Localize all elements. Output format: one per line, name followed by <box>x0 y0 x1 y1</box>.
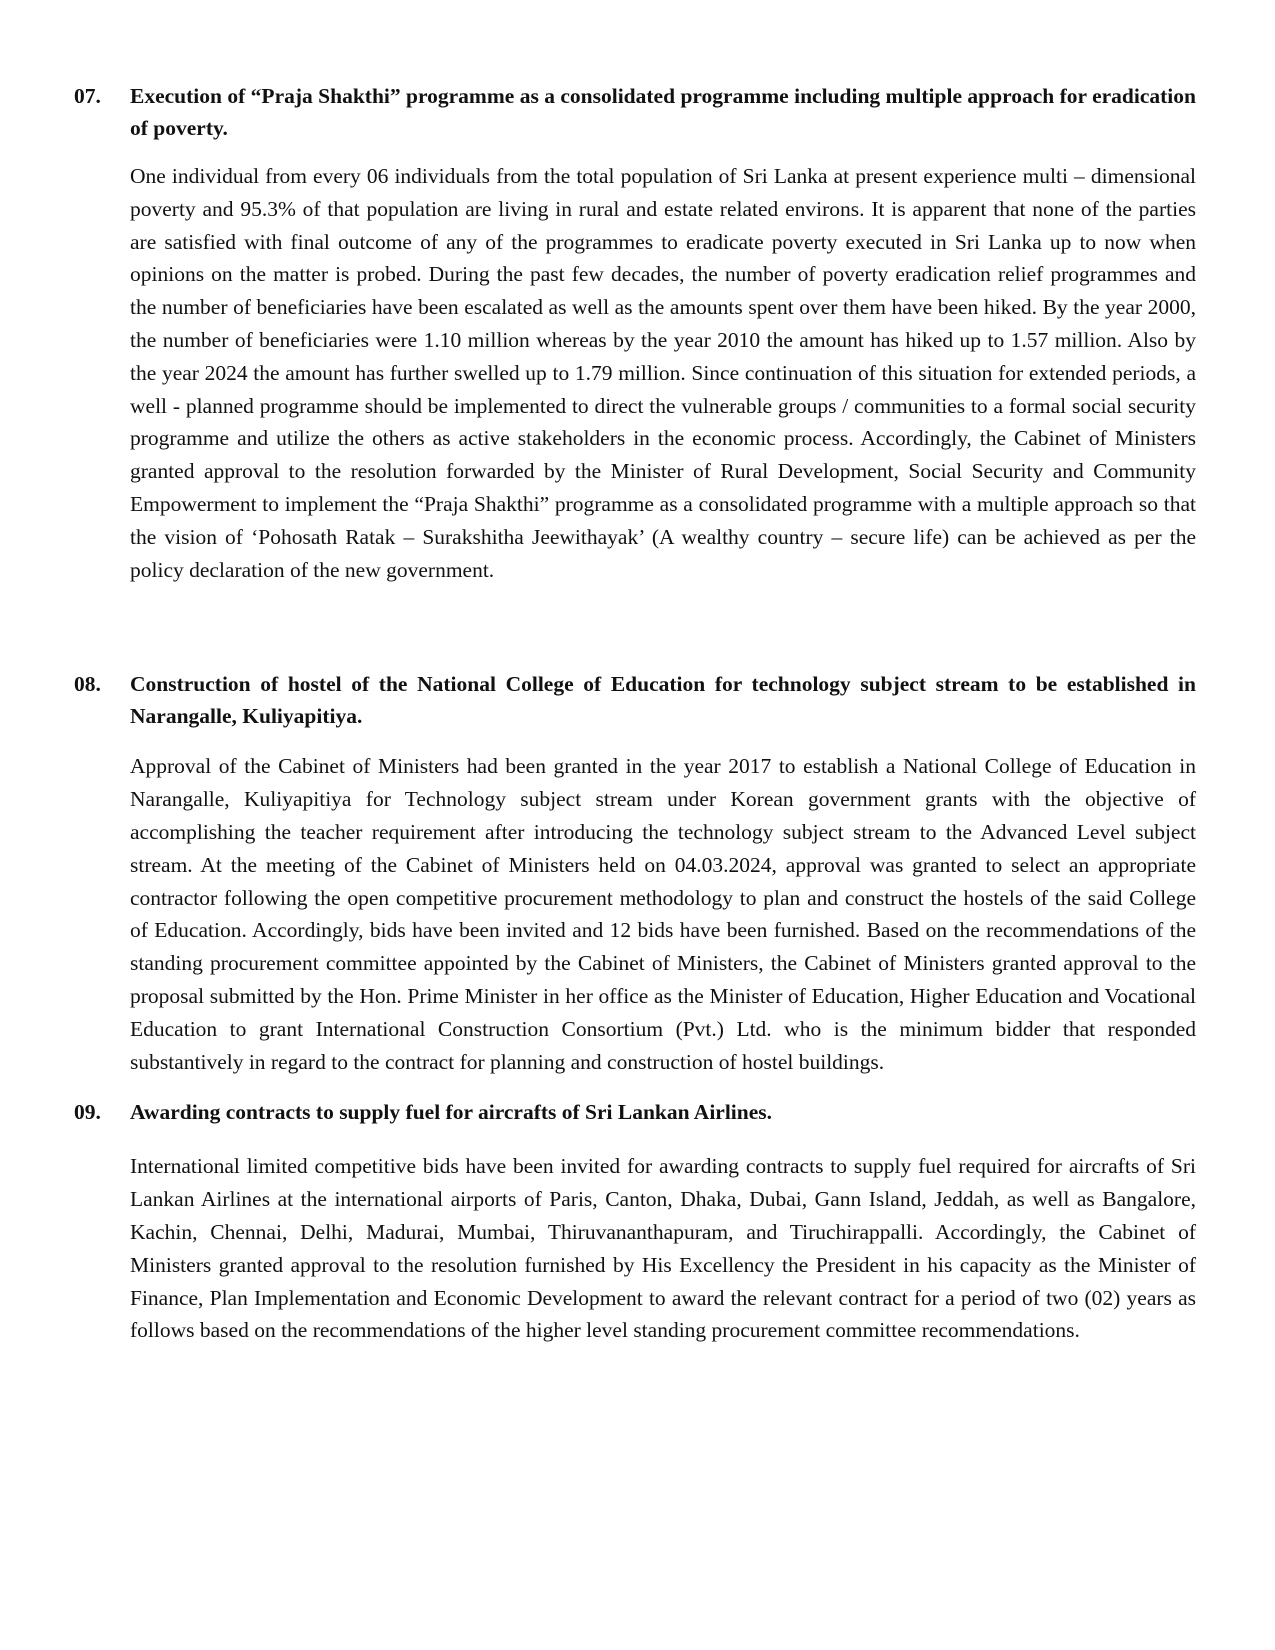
item-heading <box>74 1096 1196 1128</box>
item-title: Awarding contracts to supply fuel for aircrafts of Sri Lankan Airlines. <box>130 1100 773 1125</box>
item-heading <box>74 668 1196 732</box>
decision-item-08 <box>74 668 1196 1078</box>
item-title: Construction of hostel of the National College of Education for technology subject stream to be established in Narangalle, Kuliyapitiya. <box>130 672 1196 729</box>
item-body: One individual from every 06 individuals from the total population of Sri Lanka at present experience multi – dimensional poverty and 95.3% of that population are living in rural and estate related environs. It is apparent that none of the parties are satisfied with final outcome of any of the programmes to eradicate poverty executed in Sri Lanka up to now when opinions on the matter is probed. During the past few decades, the number of poverty eradication relief programmes and the number of beneficiaries have been escalated as well as the amounts spent over them have been hiked. By the year 2000, the number of beneficiaries were 1.10 million whereas by the year 2010 the amount has hiked up to 1.57 million. Also by the year 2024 the amount has further swelled up to 1.79 million. Since continuation of this situation for extended periods, a well - planned programme should be implemented to direct the vulnerable groups / communities to a formal social security programme and utilize the others as active stakeholders in the economic process. Accordingly, the Cabinet of Ministers granted approval to the resolution forwarded by the Minister of Rural Development, Social Security and Community Empowerment to implement the “Praja Shakthi” programme as a consolidated programme with a multiple approach so that the vision of ‘Pohosath Ratak – Surakshitha Jeewithayak’ (A wealthy country – secure life) can be achieved as per the policy declaration of the new government. <box>130 164 1196 582</box>
item-number: 09. <box>74 1100 101 1125</box>
item-number: 07. <box>74 84 101 108</box>
document-page <box>74 80 1196 1347</box>
item-body: International limited competitive bids have been invited for awarding contracts to supply fuel required for aircrafts of Sri Lankan Airlines at the international airports of Paris, Canton, Dhaka, Dubai, Gann Island, Jeddah, as well as Bangalore, Kachin, Chennai, Delhi, Madurai, Mumbai, Thiruvananthapuram, and Tiruchirappalli. Accordingly, the Cabinet of Ministers granted approval to the resolution furnished by His Excellency the President in his capacity as the Minister of Finance, Plan Implementation and Economic Development to award the relevant contract for a period of two (02) years as follows based on the recommendations of the higher level standing procurement committee recommendations. <box>130 1154 1196 1343</box>
item-heading <box>74 80 1196 144</box>
decision-item-09 <box>74 1096 1196 1347</box>
item-title: Execution of “Praja Shakthi” programme as a consolidated programme including multiple approach for eradication of poverty. <box>130 84 1196 140</box>
decision-item-07 <box>74 80 1196 586</box>
item-number: 08. <box>74 672 101 697</box>
item-body: Approval of the Cabinet of Ministers had been granted in the year 2017 to establish a National College of Education in Narangalle, Kuliyapitiya for Technology subject stream under Korean government grants with the objective of accomplishing the teacher requirement after introducing the technology subject stream to the Advanced Level subject stream. At the meeting of the Cabinet of Ministers held on 04.03.2024, approval was granted to select an appropriate contractor following the open competitive procurement methodology to plan and construct the hostels of the said College of Education. Accordingly, bids have been invited and 12 bids have been furnished. Based on the recommendations of the standing procurement committee appointed by the Cabinet of Ministers, the Cabinet of Ministers granted approval to the proposal submitted by the Hon. Prime Minister in her office as the Minister of Education, Higher Education and Vocational Education to grant International Construction Consortium (Pvt.) Ltd. who is the minimum bidder that responded substantively in regard to the contract for planning and construction of hostel buildings. <box>130 754 1196 1074</box>
